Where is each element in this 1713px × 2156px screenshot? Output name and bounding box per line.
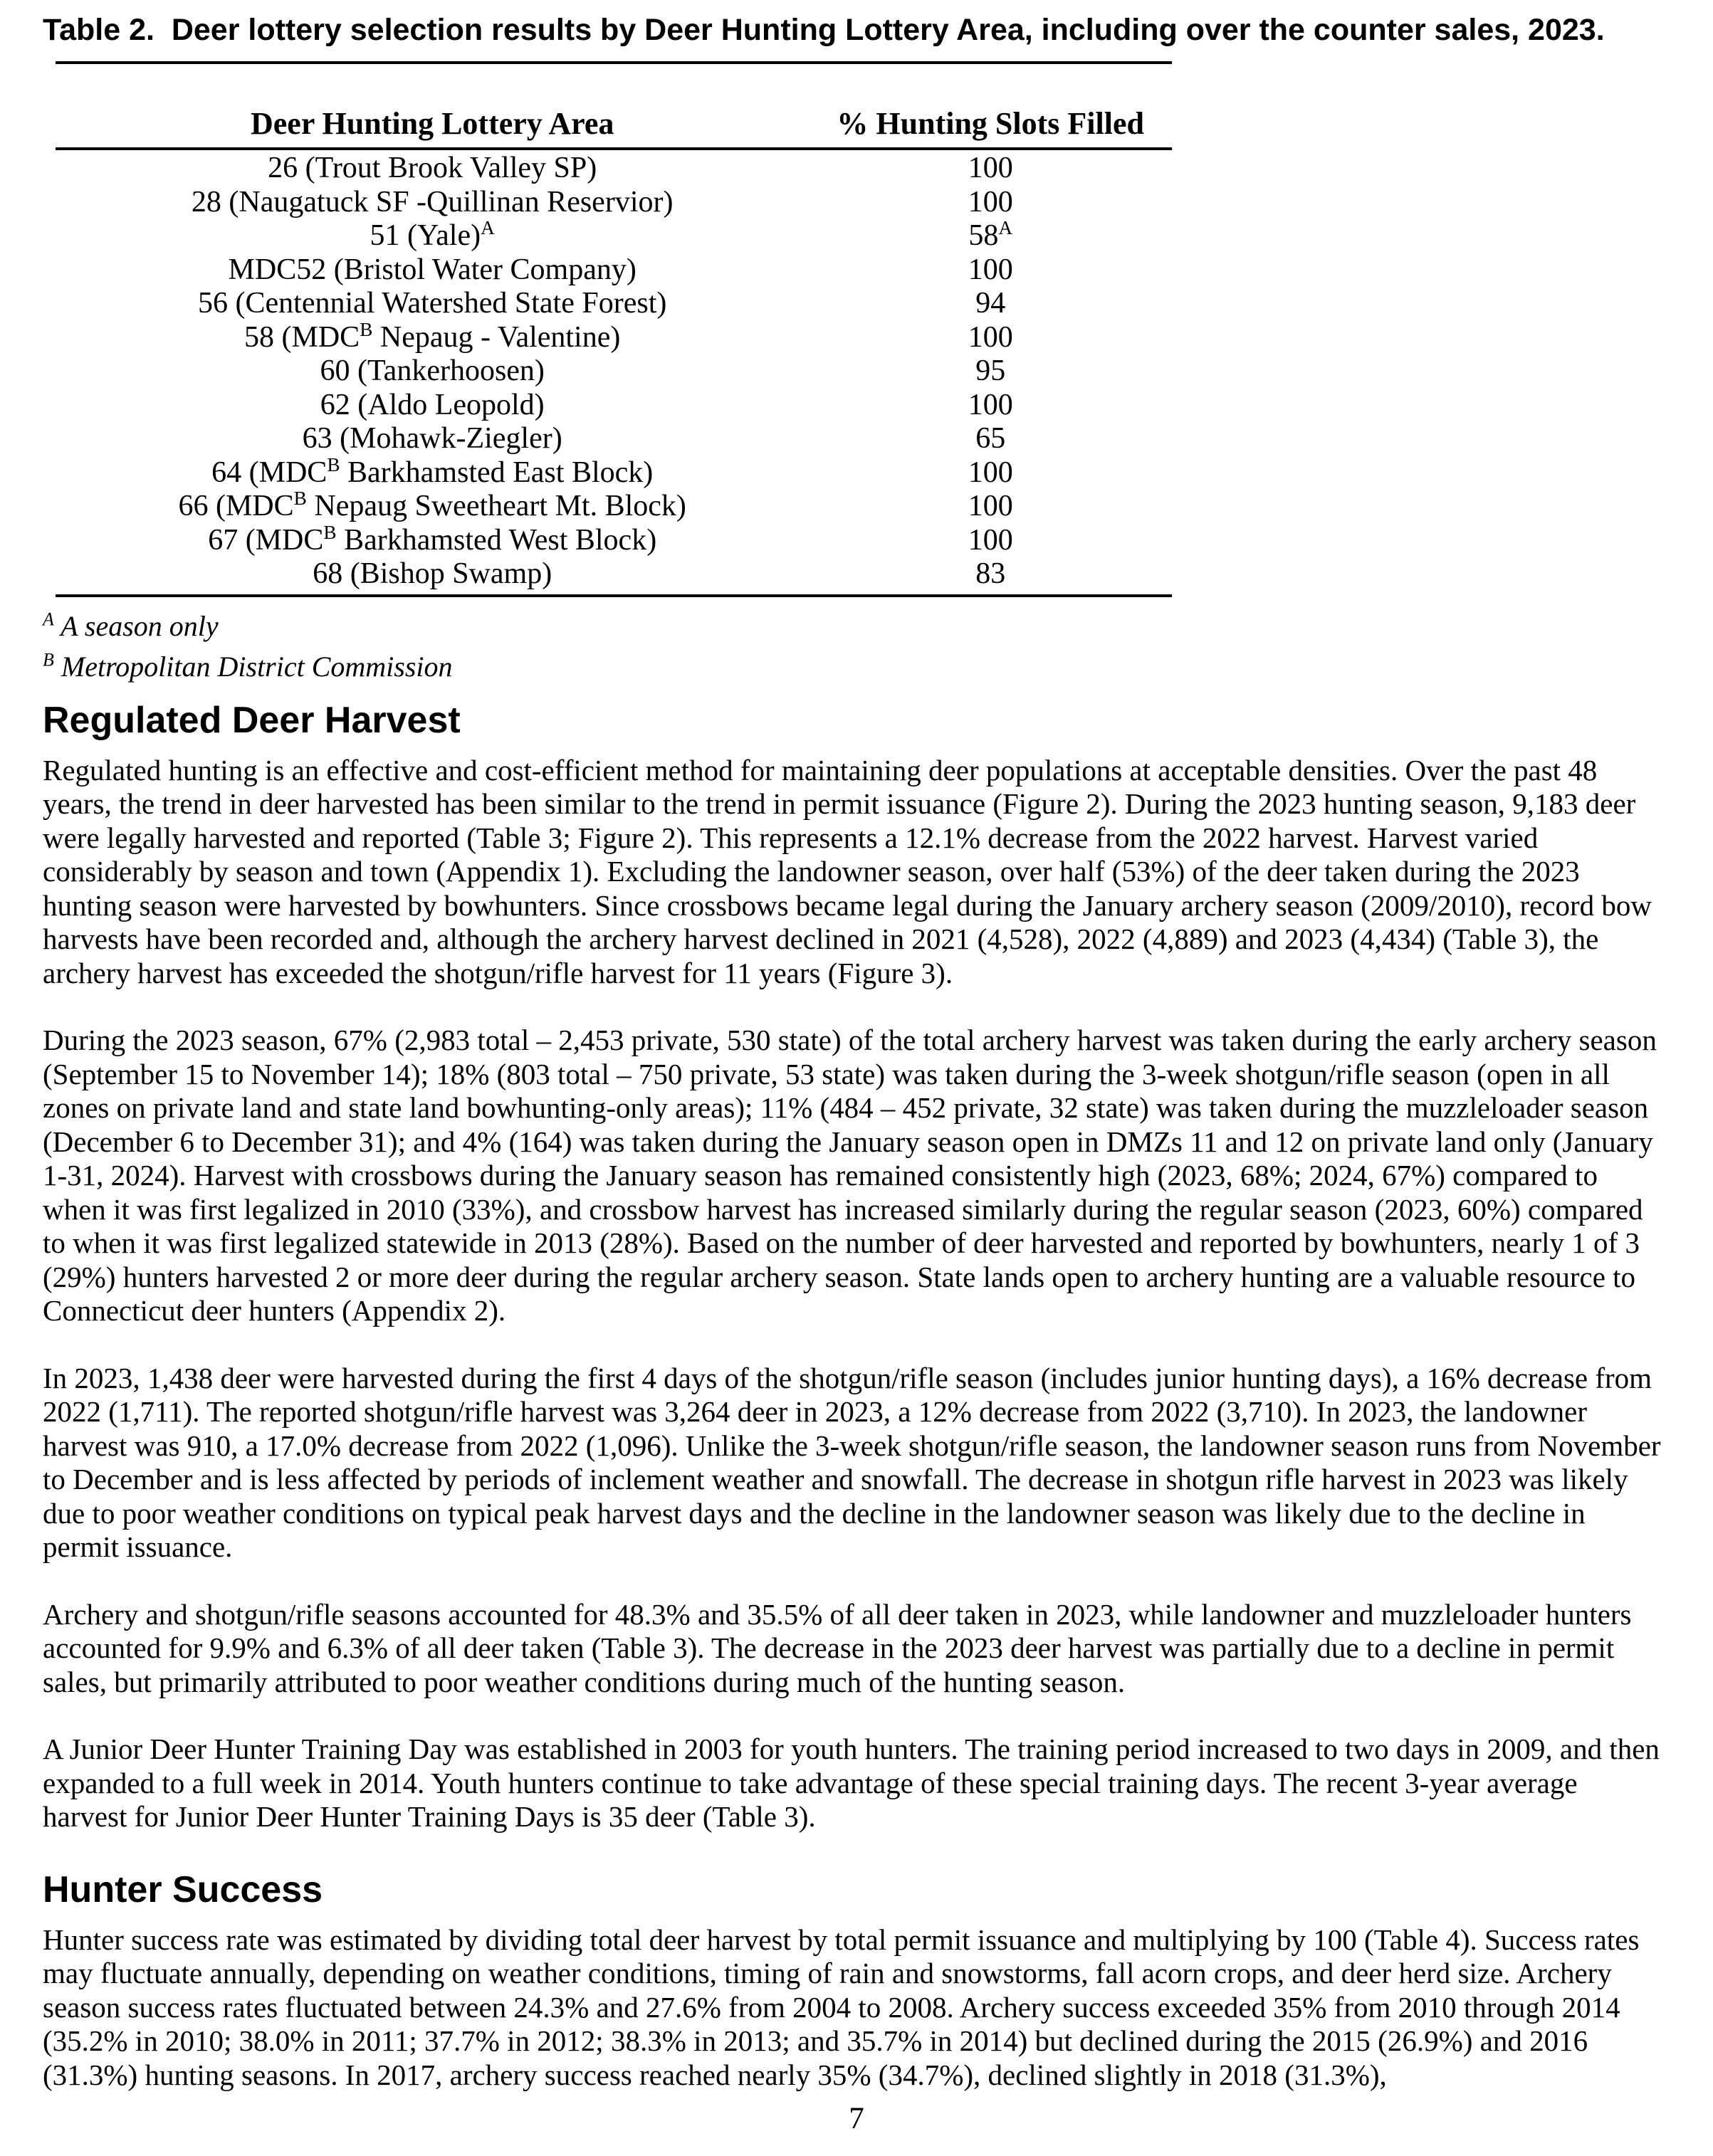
table-title: Table 2. Deer lottery selection results by Deer Hunting Lottery Area, including over the counter sales, 2023. [43, 13, 1605, 47]
value-cell: 83 [975, 557, 1006, 590]
value-cell: 100 [968, 388, 1013, 421]
lottery-table [56, 61, 1172, 597]
table-row [56, 521, 1172, 558]
area-cell: 67 ($MDC^B$ Barkhamsted West Block) [208, 521, 657, 557]
table-row [56, 219, 1172, 253]
paragraph: In 2023, 1,438 deer were harvested during the first 4 days of the shotgun/rifle season (includes junior hunting days), a 16% decrease from 2022 (1,711). The reported shotgun/rifle harvest was 3,264 deer in 2023, a 12% decrease from 2022 (3,710). In 2023, the landowner harvest was 910, a 17.0% decrease from 2022 (1,096). Unlike the 3-week shotgun/rifle season, the landowner season runs from November to December and is less affected by periods of inclement weather and snowfall. The decrease in shotgun rifle harvest in 2023 was likely due to poor weather conditions on typical peak harvest days and the decline in the landowner season was likely due to the decline in permit issuance. [43, 1361, 1661, 1563]
table-row [56, 490, 1172, 524]
column-header-area: Deer Hunting Lottery Area [250, 106, 614, 141]
value-cell: 94 [975, 287, 1006, 320]
paragraph: A Junior Deer Hunter Training Day was established in 2003 for youth hunters. The training period increased to two days in 2009, and then expanded to a full week in 2014. Youth hunters continue to take advantage of these special training days. The recent 3-year average harvest for Junior Deer Hunter Training Days is 35 deer (Table 3). [43, 1732, 1660, 1833]
area-cell: 51 (Yale)$^A$ [370, 217, 495, 252]
value-cell: 100 [968, 523, 1013, 557]
paragraph: Regulated hunting is an effective and cost-efficient method for maintaining deer populations at acceptable densities. Over the past 48 years, the trend in deer harvested has been similar to the trend in permit issuance (Figure 2). During the 2023 hunting season, 9,183 deer were legally harvested and reported (Table 3; Figure 2). This represents a 12.1% decrease from the 2022 harvest. Harvest varied considerably by season and town (Appendix 1). Excluding the landowner season, over half (53%) of the deer taken during the 2023 hunting season were harvested by bowhunters. Since crossbows became legal during the January archery season (2009/2010), record bow harvests have been recorded and, although the archery harvest declined in 2021 (4,528), 2022 (4,889) and 2023 (4,434) (Table 3), the archery harvest has exceeded the shotgun/rifle harvest for 11 years (Figure 3). [43, 753, 1652, 989]
area-cell: 64 ($MDC^B$ Barkhamsted East Block) [211, 453, 654, 489]
area-cell: 62 (Aldo Leopold) [320, 388, 545, 421]
area-cell: MDC52 (Bristol Water Company) [228, 253, 637, 286]
value-cell: 95 [975, 354, 1006, 387]
value-cell: 100 [968, 456, 1013, 489]
table-row [56, 557, 1172, 591]
column-header-filled: % Hunting Slots Filled [837, 106, 1144, 141]
area-cell: 58 ($MDC^B$ Nepaug - Valentine) [244, 318, 621, 354]
value-cell: 100 [968, 185, 1013, 219]
area-cell: 60 (Tankerhoosen) [320, 354, 545, 387]
value-cell: 100 [968, 253, 1013, 286]
value-cell: 65 [975, 422, 1006, 455]
table-row [56, 287, 1172, 321]
footnote: $^B$ Metropolitan District Commission [43, 649, 453, 683]
table-row [56, 422, 1172, 456]
area-cell: 28 (Naugatuck SF -Quillinan Reservior) [191, 185, 674, 219]
table-header-row [56, 61, 1172, 150]
paragraph: Hunter success rate was estimated by dividing total deer harvest by total permit issuance and multiplying by 100 (Table 4). Success rates may fluctuate annually, depending on weather conditions, timing of rain and snowstorms, fall acorn crops, and deer herd size. Archery season success rates fluctuated between 24.3% and 27.6% from 2004 to 2008. Archery success exceeded 35% from 2010 through 2014 (35.2% in 2010; 38.0% in 2011; 37.7% in 2012; 38.3% in 2013; and 35.7% in 2014) but declined during the 2015 (26.9%) and 2016 (31.3%) hunting seasons. In 2017, archery success reached nearly 35% (34.7%), declined slightly in 2018 (31.3%), [43, 1923, 1640, 2091]
table-row [56, 354, 1172, 389]
table-row [56, 389, 1172, 423]
section-heading-hunter-success: Hunter Success [43, 1868, 323, 1910]
table-footnotes [43, 606, 1666, 687]
footnote: $^A$ A season only [43, 609, 219, 642]
area-cell: 26 (Trout Brook Valley SP) [268, 152, 597, 184]
page-number: 7 [849, 2102, 864, 2135]
table-row [56, 152, 1172, 186]
table-body [56, 150, 1172, 597]
section-heading-regulated-deer-harvest: Regulated Deer Harvest [43, 699, 461, 741]
value-cell: 100 [968, 152, 1013, 184]
value-cell: 100 [968, 320, 1013, 354]
area-cell: 66 ($MDC^B$ Nepaug Sweetheart Mt. Block) [178, 488, 686, 522]
area-cell: 56 (Centennial Watershed State Forest) [198, 287, 667, 320]
area-cell: 63 (Mohawk-Ziegler) [302, 422, 562, 455]
area-cell: 68 (Bishop Swamp) [313, 557, 552, 590]
table-row [56, 453, 1172, 490]
table-row [56, 186, 1172, 220]
table-row [56, 253, 1172, 288]
paragraph: During the 2023 season, 67% (2,983 total – 2,453 private, 530 state) of the total archery harvest was taken during the early archery season (September 15 to November 14); 18% (803 total – 750 private, 53 state) was taken during the 3-week shotgun/rifle season (open in all zones on private land and state land bowhunting-only areas); 11% (484 – 452 private, 32 state) was taken during the muzzleloader season (December 6 to December 31); and 4% (164) was taken during the January season open in DMZs 11 and 12 on private land only (January 1-31, 2024). Harvest with crossbows during the January season has remained consistently high (2023, 68%; 2024, 67%) compared to when it was first legalized in 2010 (33%), and crossbow harvest has increased similarly during the regular season (2023, 60%) compared to when it was first legalized statewide in 2013 (28%). Based on the number of deer harvested and reported by bowhunters, nearly 1 of 3 (29%) hunters harvested 2 or more deer during the regular archery season. State lands open to archery hunting are a valuable resource to Connecticut deer hunters (Appendix 2). [43, 1024, 1657, 1327]
value-cell: $58^A$ [968, 217, 1013, 252]
value-cell: 100 [968, 490, 1013, 522]
paragraph: Archery and shotgun/rifle seasons accounted for 48.3% and 35.5% of all deer taken in 2023, while landowner and muzzleloader hunters accounted for 9.9% and 6.3% of all deer taken (Table 3). The decrease in the 2023 deer harvest was partially due to a decline in permit sales, but primarily attributed to poor weather conditions during much of the hunting season. [43, 1597, 1632, 1698]
table-row [56, 318, 1172, 355]
